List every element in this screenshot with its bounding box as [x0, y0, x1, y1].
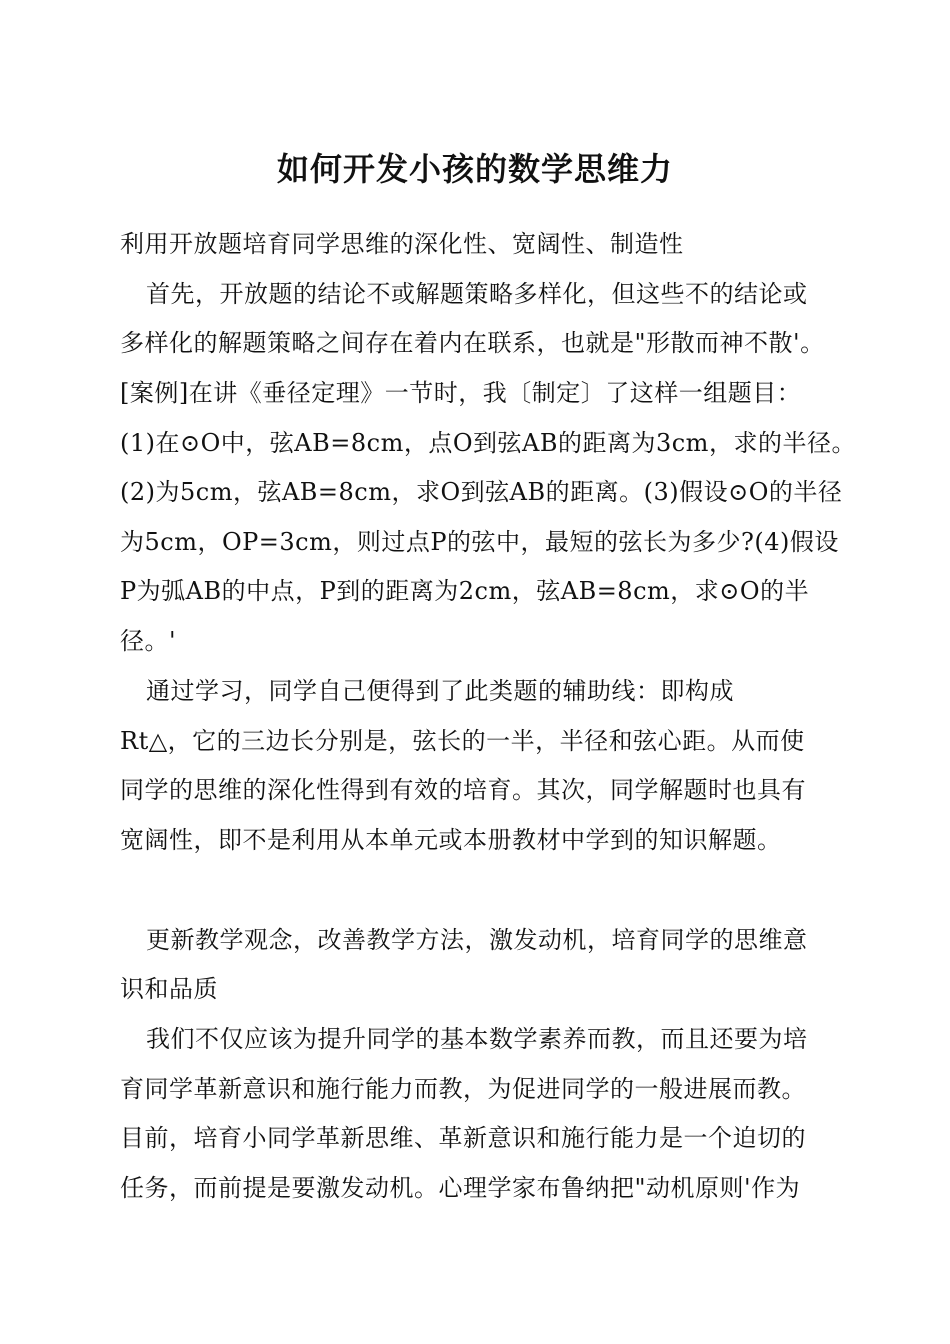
paragraph-line: 育同学革新意识和施行能力而教，为促进同学的一般进展而教。 — [120, 1075, 806, 1103]
paragraph-line: P为弧AB的中点，P到的距离为2cm，弦AB=8cm，求⊙O的半 — [120, 577, 810, 605]
paragraph-line: 目前，培育小同学革新思维、革新意识和施行能力是一个迫切的 — [120, 1124, 806, 1152]
section-heading-open-questions: 利用开放题培育同学思维的深化性、宽阔性、制造性 — [120, 230, 684, 258]
section-heading-teaching-concepts: 更新教学观念，改善教学方法，激发动机，培育同学的思维意 — [146, 926, 808, 954]
paragraph-line: 多样化的解题策略之间存在着内在联系，也就是"形散而神不散'。 — [120, 329, 825, 357]
page-title: 如何开发小孩的数学思维力 — [276, 150, 673, 188]
paragraph-line: 首先，开放题的结论不或解题策略多样化，但这些不的结论或 — [146, 280, 808, 308]
paragraph-line: Rt△，它的三边长分别是，弦长的一半，半径和弦心距。从而使 — [120, 727, 805, 755]
paragraph-line: 径。' — [120, 627, 177, 655]
section-heading-teaching-concepts-cont: 识和品质 — [120, 975, 218, 1003]
paragraph-line: 通过学习，同学自己便得到了此类题的辅助线：即构成 — [146, 677, 734, 705]
paragraph-line: 任务，而前提是要激发动机。心理学家布鲁纳把"动机原则'作为 — [120, 1174, 801, 1202]
paragraph-line: 同学的思维的深化性得到有效的培育。其次，同学解题时也具有 — [120, 776, 806, 804]
paragraph-line: [案例]在讲《垂径定理》一节时，我〔制定〕了这样一组题目： — [120, 379, 802, 407]
paragraph-line: 为5cm，OP=3cm，则过点P的弦中，最短的弦长为多少?(4)假设 — [120, 528, 839, 556]
paragraph-line: (2)为5cm，弦AB=8cm，求O到弦AB的距离。(3)假设⊙O的半径 — [120, 478, 843, 506]
paragraph-line: (1)在⊙O中，弦AB=8cm，点O到弦AB的距离为3cm，求的半径。 — [120, 429, 856, 457]
paragraph-line: 宽阔性，即不是利用从本单元或本册教材中学到的知识解题。 — [120, 826, 782, 854]
paragraph-line: 我们不仅应该为提升同学的基本数学素养而教，而且还要为培 — [146, 1025, 808, 1053]
